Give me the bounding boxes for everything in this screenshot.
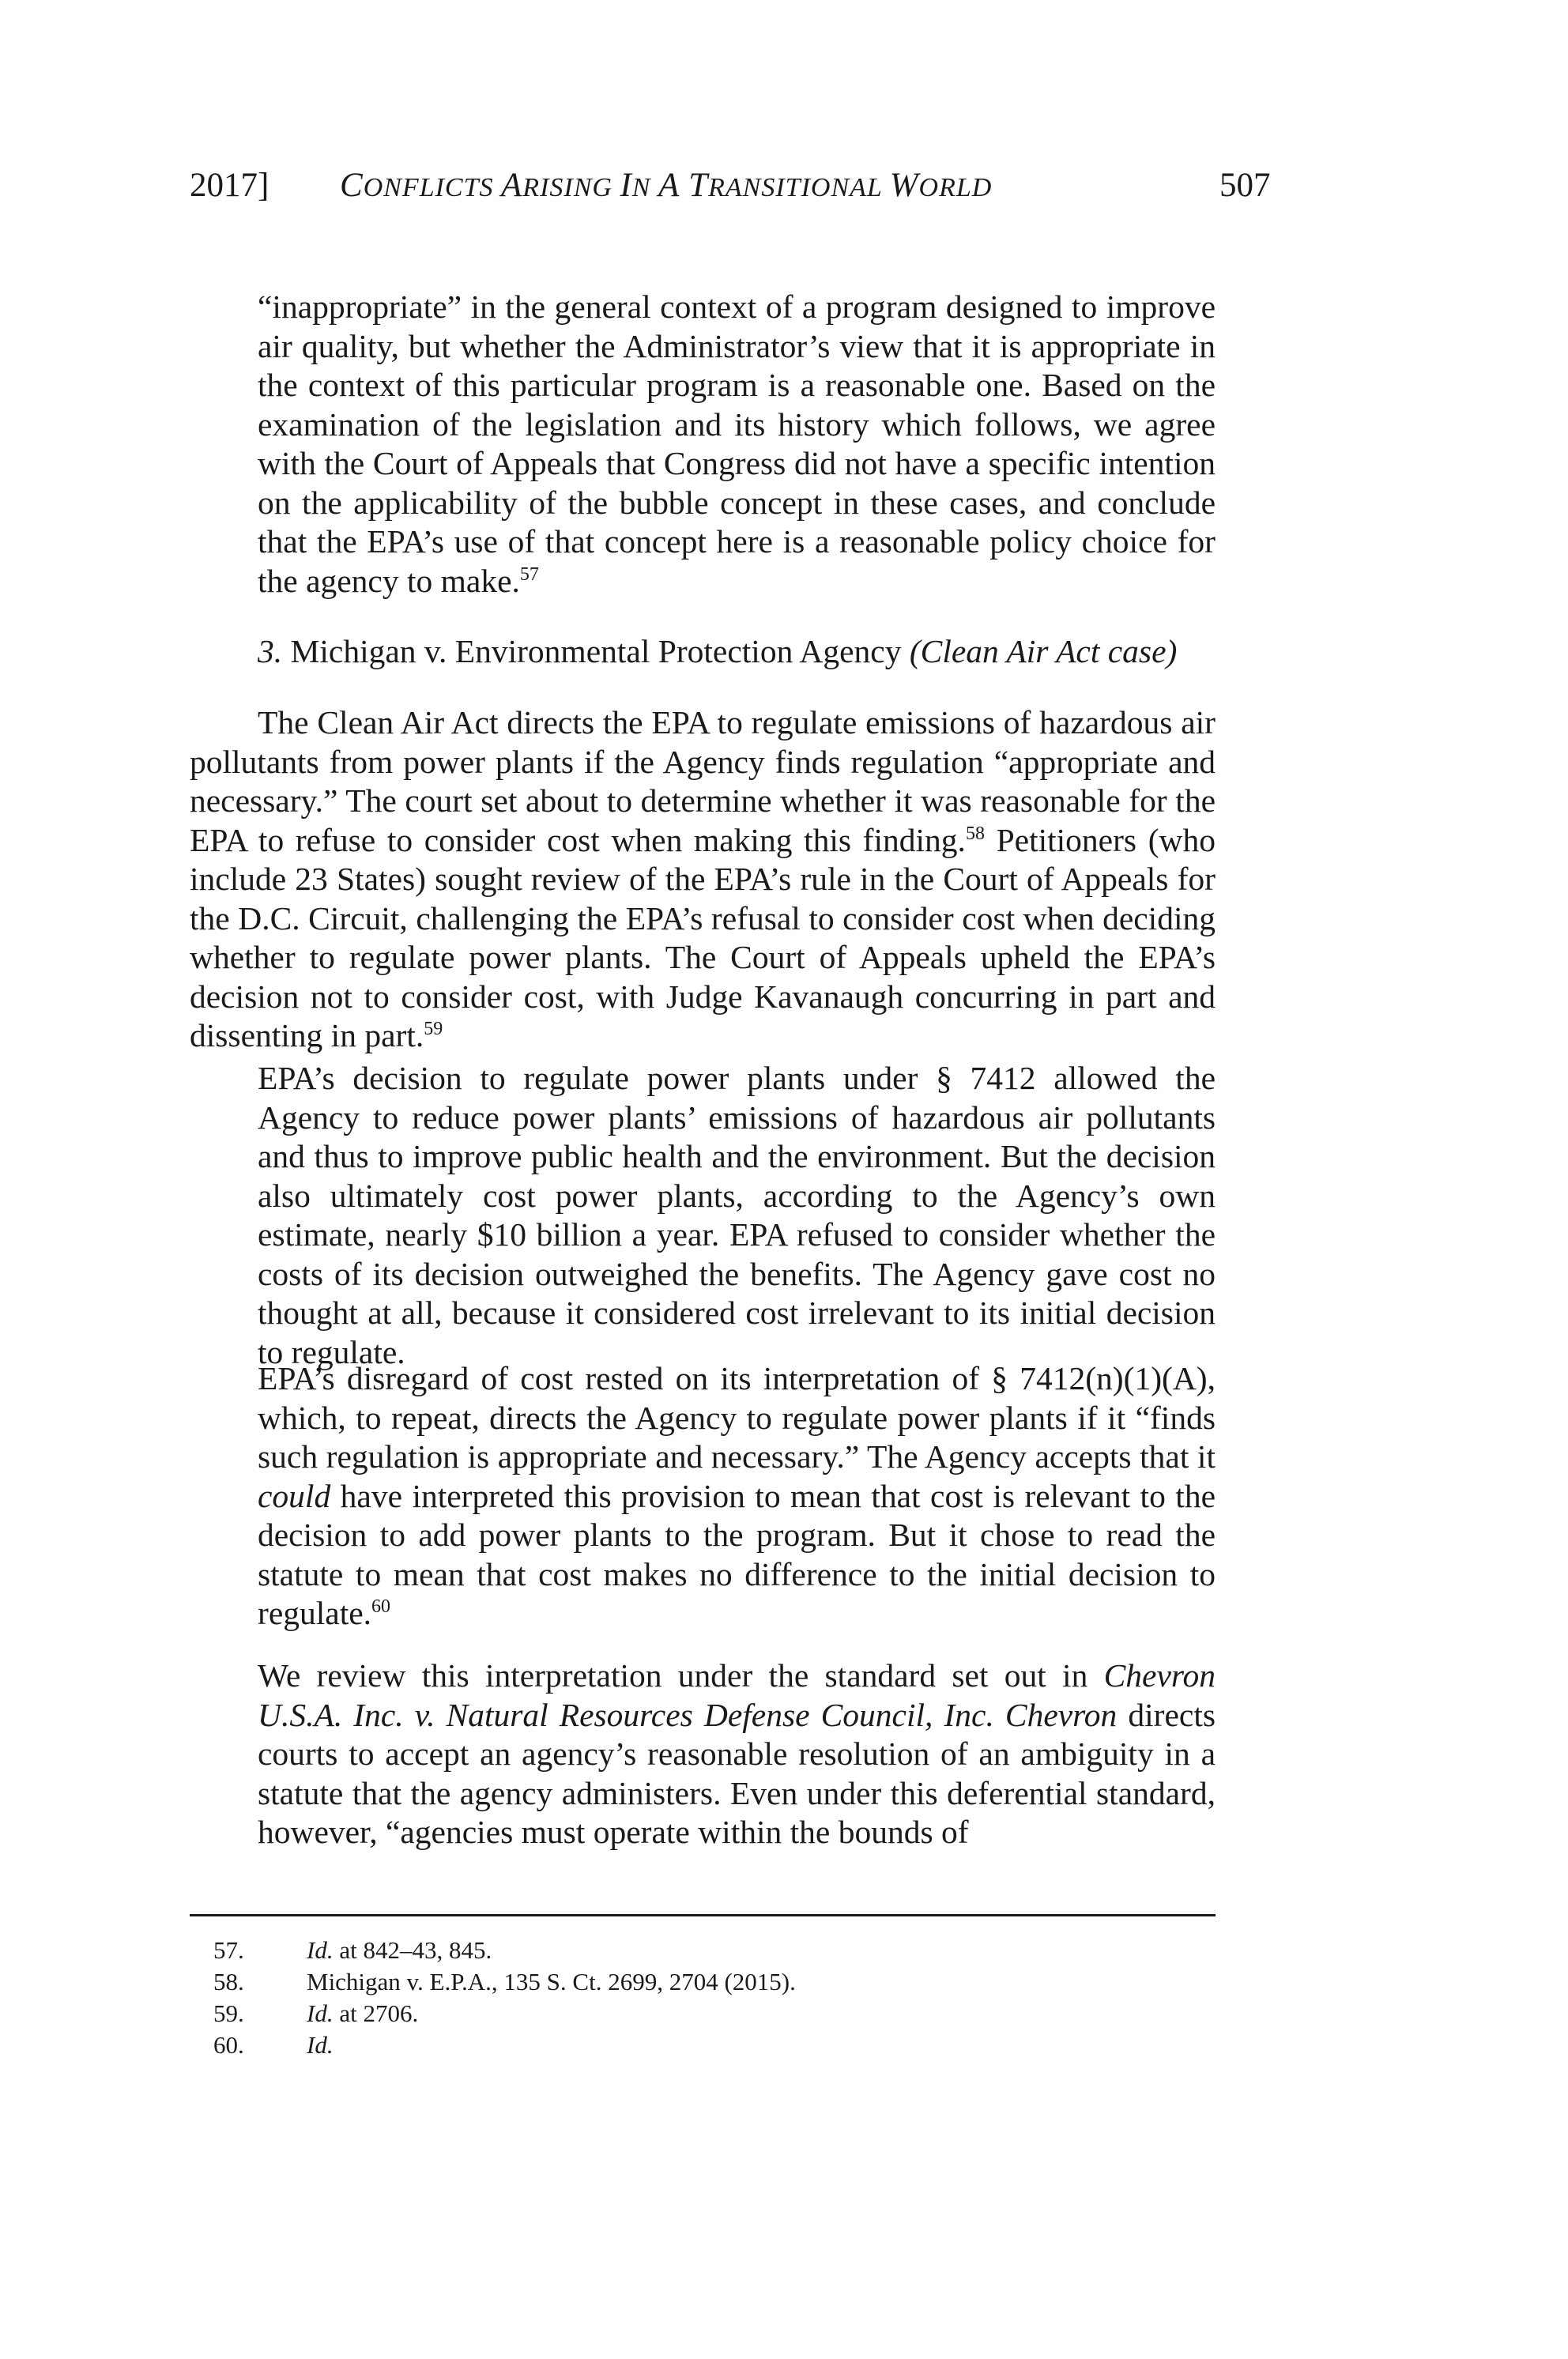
footnote-ref-58: 58 [965,823,985,844]
body-paragraph: The Clean Air Act directs the EPA to regulate emissions of hazardous air pollutants from power plants if the Agency finds regulation “appropriate and necessary.” The court set about to determine whether it was reasonable for the EPA to refuse to consider cost when making this finding.$^{58}$ Petitioners (who include 23 States) sought review of the EPA’s rule in the Court of Appeals for the D.C. Circuit, challenging the EPA’s refusal to consider cost when deciding whether to regulate power plants. The Court of Appeals upheld the EPA’s decision not to consider cost, with Judge Kavanaugh concurring in part and dissenting in part.$^{59}$ [190,704,1216,1053]
case-descriptor: (Clean Air Act case) [909,633,1178,669]
footnote-58: 58. Michigan v. E.P.A., 135 S. Ct. 2699, 2704 (2015). [213,1968,796,1995]
block-quote-4: We review this interpretation under the standard set out in Chevron U.S.A. Inc. v. Natural Resources Defense Council, Inc. Chevron directs courts to accept an agency’s reasonable resolution of an ambiguity in a statute that the agency administers. Even under this deferential standard, however, “agencies must operate within the bounds of [258,1657,1216,1850]
case-name: Michigan v. Environmental Protection Agency [282,633,910,669]
footnote-59: 59. Id. at 2706. [213,1999,419,2027]
block-quote-3: EPA’s disregard of cost rested on its interpretation of § 7412(n)(1)(A), which, to repeat, directs the Agency to regulate power plants if it “finds such regulation is appropriate and necessary.” The Agency accepts that it could have interpreted this provision to mean that cost is relevant to the decision to add power plants to the program. But it chose to read the statute to mean that cost makes no difference to the initial decision to regulate.$^{60}$ [258,1360,1216,1631]
footnote-divider [190,1914,1216,1916]
footnote-60: 60. Id. [213,2031,334,2059]
block-quote-2: EPA’s decision to regulate power plants under § 7412 allowed the Agency to reduce power plants’ emissions of hazardous air pollutants and thus to improve public health and the environment. But the decision also ultimately cost power plants, according to the Agency’s own estimate, nearly $10 billion a year. EPA refused to consider whether the costs of its decision outweighed the benefits. The Agency gave cost no thought at all, because it considered cost irrelevant to its initial decision to regulate. [258,1060,1216,1370]
header-year: 2017] [190,167,270,204]
running-header [0,166,1568,213]
block-quote-1: “inappropriate” in the general context of a program designed to improve air quality, but whether the Administrator’s view that it is appropriate in the context of this particular program is a reasonable one. Based on the examination of the legislation and its history which follows, we agree with the Court of Appeals that Congress did not have a specific intention on the applicability of the bubble concept in these cases, and conclude that the EPA’s use of that concept here is a reasonable policy choice for the agency to make.$^{57}$ [258,288,1216,599]
footnote-ref-57: 57 [519,563,539,585]
footnotes [190,1935,1216,2061]
header-title: CONFLICTS ARISING IN A TRANSITIONAL WORLD [340,167,993,204]
footnote-57: 57. Id. at 842–43, 845. [213,1936,492,1964]
page-number: 507 [1219,167,1271,204]
section-heading [258,632,1364,670]
section-number: 3. [258,633,283,669]
footnote-ref-59: 59 [424,1019,443,1040]
footnote-ref-60: 60 [371,1596,391,1618]
